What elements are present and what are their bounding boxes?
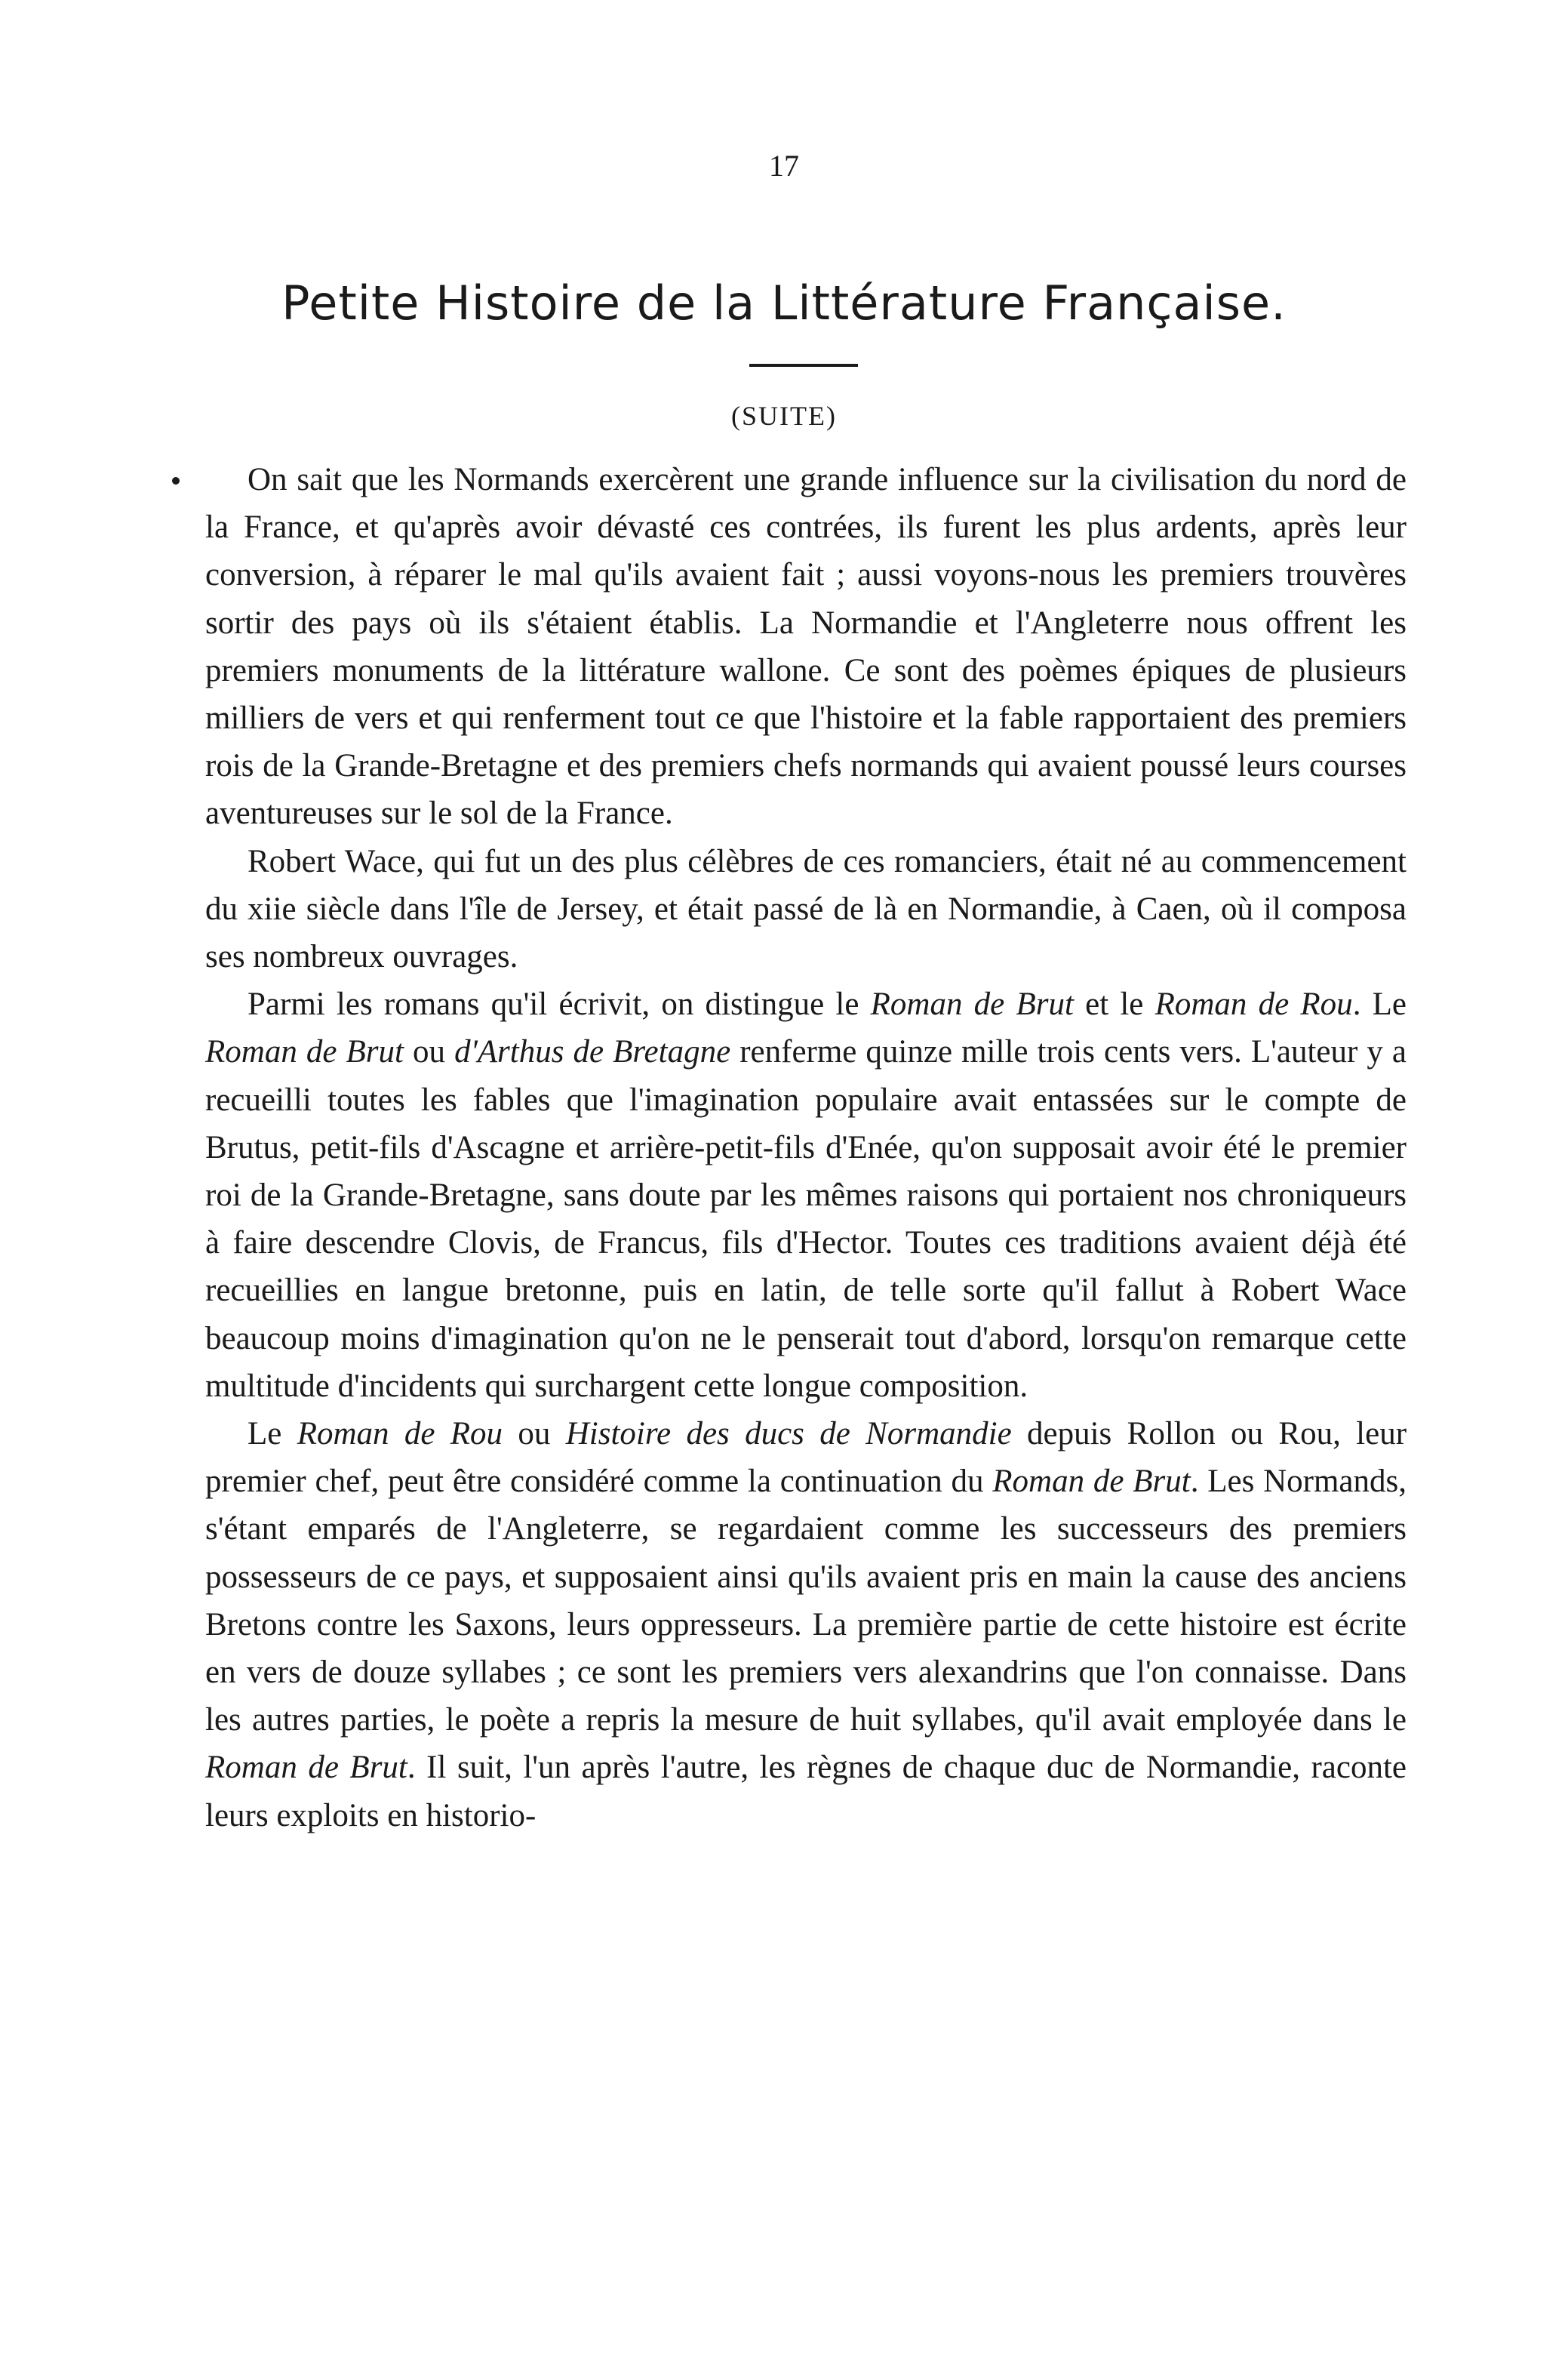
paragraph bbox=[205, 980, 1407, 1410]
work-title: Roman de Brut bbox=[205, 1750, 407, 1786]
page-number: 17 bbox=[769, 149, 799, 183]
work-title: Roman de Brut bbox=[205, 1034, 404, 1070]
work-title: Roman de Rou bbox=[297, 1416, 503, 1452]
work-title: Roman de Rou bbox=[1154, 987, 1353, 1023]
text-run: ou bbox=[503, 1416, 566, 1452]
paragraph bbox=[205, 456, 1407, 838]
work-title: Histoire des ducs de Normandie bbox=[565, 1416, 1012, 1452]
work-title: Roman de Brut bbox=[870, 987, 1074, 1023]
work-title: d'Arthus de Bretagne bbox=[454, 1034, 731, 1070]
page-title: Petite Histoire de la Littérature Française. bbox=[281, 276, 1287, 331]
text-run: Le bbox=[247, 1416, 297, 1452]
text-run: Robert Wace, qui fut un des plus célèbres de ces romanciers, était né au commencement du xiie siècle dans l'île de Jersey, et était passé de là en Normandie, à Caen, où il composa ses nombreux ouvrages. bbox=[205, 843, 1407, 975]
work-title: Roman de Brut bbox=[992, 1464, 1191, 1500]
continuation-label: (SUITE) bbox=[731, 401, 837, 431]
paragraph bbox=[205, 838, 1407, 981]
paragraph bbox=[205, 1410, 1407, 1839]
text-run: On sait que les Normands exercèrent une grande influence sur la civilisation du nord de la France, et qu'après avoir dévasté ces contrées, ils furent les plus ardents, après leur conversion, à réparer le mal qu'ils avaient fait ; aussi voyons-nous les premiers trouvères sortir des pays où ils s'étaient établis. La Normandie et l'Angleterre nous offrent les premiers monuments de la littérature wallone. Ce sont des poèmes épiques de plusieurs milliers de vers et qui renferment tout ce que l'histoire et la fable rapportaient des premiers rois de la Grande-Bretagne et des premiers chefs normands qui avaient poussé leurs courses aventureuses sur le sol de la France. bbox=[205, 462, 1407, 832]
text-run: et le bbox=[1073, 987, 1155, 1023]
article-body bbox=[205, 456, 1407, 1839]
title-divider bbox=[749, 364, 858, 367]
text-run: ou bbox=[403, 1034, 455, 1070]
text-run: Parmi les romans qu'il écrivit, on distingue le bbox=[247, 987, 871, 1023]
text-run: . Les Normands, s'étant emparés de l'Angleterre, se regardaient comme les successeurs des premiers possesseurs de ce pays, et supposaient ainsi qu'ils avaient pris en main la cause des anciens Bretons contre les Saxons, leurs oppresseurs. La première partie de cette histoire est écrite en vers de douze syllabes ; ce sont les premiers vers alexandrins que l'on connaisse. Dans les autres parties, le poète a repris la mesure de huit syllabes, qu'il avait employée dans le bbox=[205, 1464, 1407, 1738]
text-run: . Le bbox=[1352, 987, 1407, 1023]
text-run: depuis Rollon ou Rou, leur premier chef, peut être considéré comme la continuation du bbox=[205, 1416, 1407, 1500]
text-run: . Il suit, l'un après l'autre, les règnes de chaque duc de Normandie, raconte leurs exploits en historio- bbox=[205, 1750, 1407, 1833]
text-run: renferme quinze mille trois cents vers. L'auteur y a recueilli toutes les fables que l'imagination populaire avait entassées sur le compte de Brutus, petit-fils d'Ascagne et arrière-petit-fils d'Enée, qu'on supposait avoir été le premier roi de la Grande-Bretagne, sans doute par les mêmes raisons qui portaient nos chroniqueurs à faire descendre Clovis, de Francus, fils d'Hector. Toutes ces traditions avaient déjà été recueillies en langue bretonne, puis en latin, de telle sorte qu'il fallut à Robert Wace beaucoup moins d'imagination qu'on ne le penserait tout d'abord, lorsqu'on remarque cette multitude d'incidents qui surchargent cette longue composition. bbox=[205, 1034, 1407, 1404]
margin-bullet-mark bbox=[172, 477, 180, 485]
